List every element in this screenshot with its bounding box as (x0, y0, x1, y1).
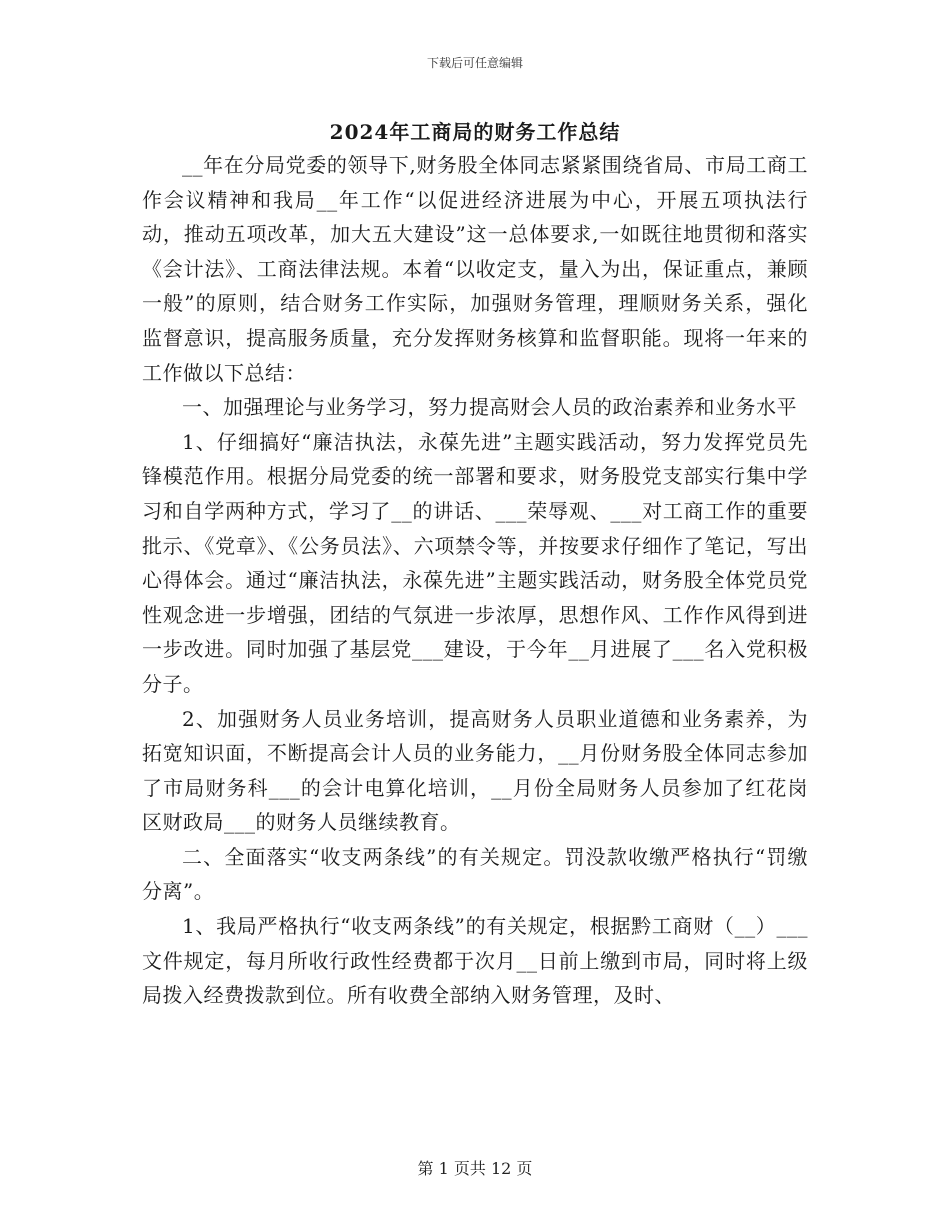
paragraph: __年在分局党委的领导下,财务股全体同志紧紧围绕省局、市局工商工作会议精神和我局__年工作“以促进经济进展为中心，开展五项执法行动，推动五项改革，加大五大建设”这一总体要求,一如既往地贯彻和落实《会计法》、工商法律法规。本着“以收定支，量入为出，保证重点，兼顾一般”的原则，结合财务工作实际，加强财务管理，理顺财务关系，强化监督意识，提高服务质量，充分发挥财务核算和监督职能。现将一年来的工作做以下总结： (142, 153, 808, 385)
paragraph: 一、加强理论与业务学习，努力提高财会人员的政治素养和业务水平 (182, 395, 797, 420)
paragraph: 1、仔细搞好“廉洁执法，永葆先进”主题实践活动，努力发挥党员先锋模范作用。根据分局党委的统一部署和要求，财务股党支部实行集中学习和自学两种方式，学习了__的讲话、___荣辱观、___对工商工作的重要批示、《党章》、《公务员法》、六项禁令等，并按要求仔细作了笔记，写出心得体会。通过“廉洁执法，永葆先进”主题实践活动，财务股全体党员党性观念进一步增强，团结的气氛进一步浓厚，思想作风、工作作风得到进一步改进。同时加强了基层党___建设，于今年__月进展了___名入党积极分子。 (142, 429, 808, 696)
paragraph: 1、我局严格执行“收支两条线”的有关规定，根据黔工商财（__）___文件规定，每月所收行政性经费都于次月__日前上缴到市局，同时将上级局拨入经费拨款到位。所有收费全部纳入财务管理，及时、 (142, 914, 808, 1008)
paragraph: 二、全面落实“收支两条线”的有关规定。罚没款收缴严格执行“罚缴分离”。 (142, 844, 808, 904)
paragraph: 2、加强财务人员业务培训，提高财务人员职业道德和业务素养，为拓宽知识面，不断提高会计人员的业务能力，__月份财务股全体同志参加了市局财务科___的会计电算化培训，__月份全局财务人员参加了红花岗区财政局___的财务人员继续教育。 (142, 706, 808, 835)
header-note: 下载后可任意编辑 (426, 56, 523, 70)
page-footer: 第 1 页共 12 页 (417, 1159, 533, 1178)
document-title: 2024年工商局的财务工作总结 (329, 120, 621, 144)
document-body (142, 148, 808, 1013)
